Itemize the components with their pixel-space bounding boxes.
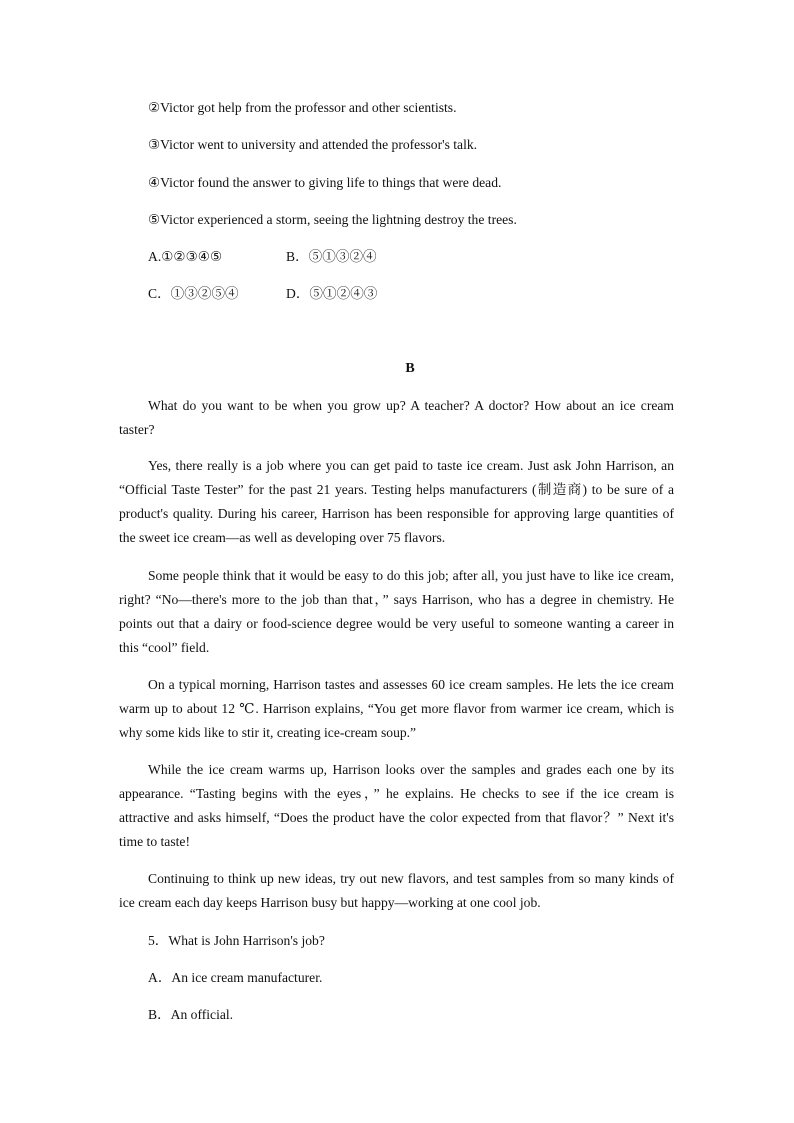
passage-paragraph: While the ice cream warms up, Harrison looks over the samples and grades each one by its appearance. “Tasting begins with the eyes，” he explains. He checks to see if the ice cream is attractive and asks himself, “Does the product have the color expected from that flavor？” Next it's time to taste! [119, 762, 674, 849]
option-a: A.①②③④⑤ [148, 249, 223, 264]
passage-paragraph: Some people think that it would be easy to do this job; after all, you just have to like ice cream, right? “No—there's more to the job than that，” says Harrison, who has a degree in chemistry. He points out that a dairy or food-science degree would be very useful to someone wanting a career in this “cool” field. [119, 568, 674, 655]
list-item: ④Victor found the answer to giving life to things that were dead. [148, 175, 502, 190]
option-b: B．⑤①③②④ [286, 249, 377, 264]
question-option: B．An official. [148, 1007, 234, 1022]
passage-paragraph: On a typical morning, Harrison tastes and assesses 60 ice cream samples. He lets the ice cream warm up to about 12 ℃. Harrison explains, “You get more flavor from warmer ice cream, which is why some kids like to stir it, creating ice-cream soup.” [119, 677, 674, 740]
question-option: A．An ice cream manufacturer. [148, 970, 323, 985]
list-item: ②Victor got help from the professor and other scientists. [148, 100, 457, 115]
section-title: B [405, 361, 415, 376]
passage-paragraph: Yes, there really is a job where you can get paid to taste ice cream. Just ask John Harrison, an “Official Taste Tester” for the past 21 years. Testing helps manufacturers (制造商) to be sure of a product's quality. During his career, Harrison has been responsible for approving large quantities of the sweet ice cream—as well as developing over 75 flavors. [119, 458, 674, 545]
option-d: D．⑤①②④③ [286, 286, 378, 301]
list-item: ③Victor went to university and attended the professor's talk. [148, 137, 478, 152]
option-c: C．①③②⑤④ [148, 286, 239, 301]
passage-paragraph: What do you want to be when you grow up? A teacher? A doctor? How about an ice cream taster? [119, 398, 674, 437]
list-item: ⑤Victor experienced a storm, seeing the lightning destroy the trees. [148, 212, 517, 227]
question-stem: 5．What is John Harrison's job? [148, 933, 325, 948]
passage-paragraph: Continuing to think up new ideas, try out new flavors, and test samples from so many kinds of ice cream each day keeps Harrison busy but happy—working at one cool job. [119, 871, 674, 910]
